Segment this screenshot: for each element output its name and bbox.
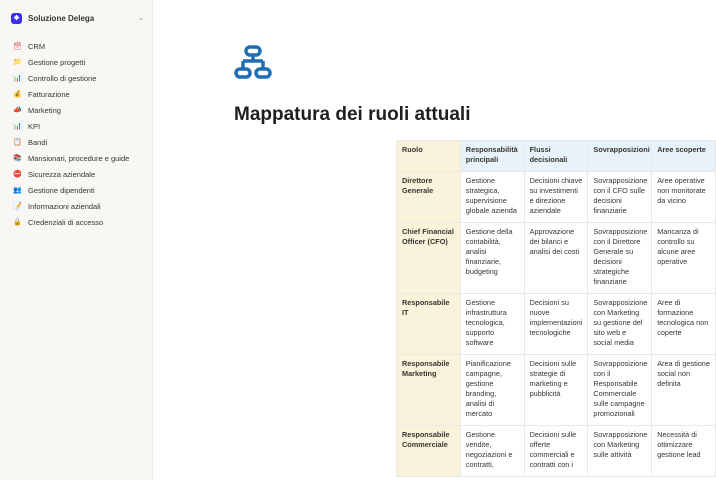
table-header-row xyxy=(397,141,716,172)
table-cell[interactable]: Direttore Generale xyxy=(397,172,461,223)
sidebar-item[interactable] xyxy=(0,198,152,214)
sidebar-item-icon: 🗃 xyxy=(13,43,22,50)
table-cell[interactable]: Necessità di ottimizzare gestione lead xyxy=(652,426,716,477)
sidebar-item-label: Mansionari, procedure e guide xyxy=(28,153,130,163)
sidebar-item-label: CRM xyxy=(28,41,46,51)
table-cell[interactable]: Decisioni sulle strategie di marketing e pubblicità xyxy=(524,355,588,426)
sidebar-item[interactable] xyxy=(0,86,152,102)
sidebar-item[interactable] xyxy=(0,182,152,198)
sidebar-item-label: KPI xyxy=(28,121,41,131)
column-header[interactable]: Aree scoperte xyxy=(652,141,716,172)
sidebar-item-icon: 📊 xyxy=(13,123,22,130)
sidebar-item-icon: 📊 xyxy=(13,75,22,82)
column-header[interactable]: Ruolo xyxy=(397,141,461,172)
sidebar-item-label: Fatturazione xyxy=(28,89,70,99)
sidebar-item-icon: 🔒 xyxy=(13,219,22,226)
workspace-logo-icon: ❖ xyxy=(11,13,22,24)
sidebar-item-label: Sicurezza aziendale xyxy=(28,169,96,179)
sidebar-item[interactable] xyxy=(0,214,152,230)
org-chart-icon xyxy=(234,45,272,84)
table-cell[interactable]: Sovrapposizione con il Direttore Generale su decisioni strategiche finanziarie xyxy=(588,223,652,294)
table-cell[interactable]: Gestione strategica, supervisione globale azienda xyxy=(460,172,524,223)
sidebar-item[interactable] xyxy=(0,166,152,182)
table-cell[interactable]: Pianificazione campagne, gestione branding, analisi di mercato xyxy=(460,355,524,426)
table-row xyxy=(397,223,716,294)
table-cell[interactable]: Gestione infrastruttura tecnologica, supporto software xyxy=(460,294,524,355)
sidebar-item[interactable] xyxy=(0,134,152,150)
main-content xyxy=(154,0,710,480)
sidebar-item-label: Gestione progetti xyxy=(28,57,86,67)
table-cell[interactable]: Aree di formazione tecnologica non coperte xyxy=(652,294,716,355)
table-row xyxy=(397,355,716,426)
column-header[interactable]: Sovrapposizioni xyxy=(588,141,652,172)
table-cell[interactable]: Mancanza di controllo su alcune aree operative xyxy=(652,223,716,294)
table-cell[interactable]: Chief Financial Officer (CFO) xyxy=(397,223,461,294)
workspace-name: Soluzione Delega xyxy=(28,13,95,23)
sidebar-item-label: Controllo di gestione xyxy=(28,73,97,83)
sidebar-item-label: Credenziali di accesso xyxy=(28,217,104,227)
table-cell[interactable]: Sovrapposizione con il Responsabile Commerciale sulle campagne promozionali xyxy=(588,355,652,426)
sidebar-item-icon: 📁 xyxy=(13,59,22,66)
roles-table xyxy=(396,140,716,477)
sidebar-nav xyxy=(0,38,152,230)
table-cell[interactable]: Decisioni chiave su investimenti e direzione aziendale xyxy=(524,172,588,223)
sidebar-item-label: Gestione dipendenti xyxy=(28,185,95,195)
sidebar-item[interactable] xyxy=(0,54,152,70)
table-cell[interactable]: Sovrapposizione con Marketing sulle attività xyxy=(588,426,652,477)
sidebar-item[interactable] xyxy=(0,38,152,54)
sidebar-item-label: Marketing xyxy=(28,105,61,115)
table-cell[interactable]: Approvazione dei bilanci e analisi dei costi xyxy=(524,223,588,294)
column-header[interactable]: Flussi decisionali xyxy=(524,141,588,172)
table-cell[interactable]: Responsabile IT xyxy=(397,294,461,355)
column-header[interactable]: Responsabilità principali xyxy=(460,141,524,172)
table-cell[interactable]: Decisioni sulle offerte commerciali e contratti con i xyxy=(524,426,588,477)
sidebar-item-icon: 📣 xyxy=(13,107,22,114)
sidebar-item[interactable] xyxy=(0,118,152,134)
table-cell[interactable]: Gestione vendite, negoziazioni e contratti, xyxy=(460,426,524,477)
table-cell[interactable]: Sovrapposizione con il CFO sulle decisioni finanziarie xyxy=(588,172,652,223)
table-cell[interactable]: Sovrapposizione con Marketing su gestione del sito web e social media xyxy=(588,294,652,355)
sidebar-item-icon: 💰 xyxy=(13,91,22,98)
sidebar-item-icon: 📝 xyxy=(13,203,22,210)
table-cell[interactable]: Aree operative non monitorate da vicino xyxy=(652,172,716,223)
table-row xyxy=(397,426,716,477)
table-row xyxy=(397,172,716,223)
sidebar-item-icon: ⛔ xyxy=(13,171,22,178)
table-cell[interactable]: Area di gestione social non definita xyxy=(652,355,716,426)
table-cell[interactable]: Responsabile Marketing xyxy=(397,355,461,426)
table-row xyxy=(397,294,716,355)
table-cell[interactable]: Responsabile Commerciale xyxy=(397,426,461,477)
sidebar-item-label: Informazioni aziendali xyxy=(28,201,101,211)
sidebar-item-label: Bandi xyxy=(28,137,48,147)
sidebar-item-icon: 📋 xyxy=(13,139,22,146)
page-title: Mappatura dei ruoli attuali xyxy=(234,104,471,125)
chevron-down-icon[interactable]: ⌄ xyxy=(138,15,144,22)
sidebar-item-icon: 👥 xyxy=(13,187,22,194)
sidebar-item-icon: 📚 xyxy=(13,155,22,162)
sidebar-item[interactable] xyxy=(0,150,152,166)
table-cell[interactable]: Gestione della contabilità, analisi finanziarie, budgeting xyxy=(460,223,524,294)
table-cell[interactable]: Decisioni su nuove implementazioni tecnologiche xyxy=(524,294,588,355)
sidebar-item[interactable] xyxy=(0,102,152,118)
workspace-switcher[interactable] xyxy=(11,8,144,28)
sidebar-item[interactable] xyxy=(0,70,152,86)
sidebar xyxy=(0,0,153,480)
